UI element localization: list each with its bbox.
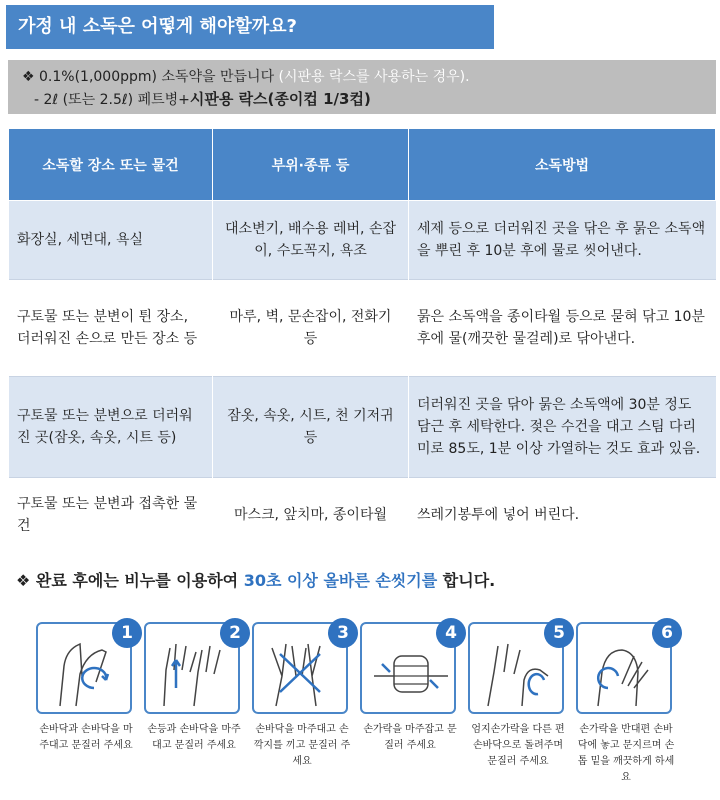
step-caption: 손바닥과 손바닥을 마주대고 문질러 주세요 (39, 724, 133, 751)
page-title: 가정 내 소독은 어떻게 해야할까요? (6, 5, 494, 49)
cell-place: 구토물 또는 분변이 튄 장소, 더러워진 손으로 만든 장소 등 (9, 279, 213, 376)
table-row (9, 201, 716, 280)
info-note-text: (시판용 락스를 사용하는 경우). (278, 69, 470, 85)
step-number-badge: 3 (328, 618, 358, 648)
cell-parts: 마루, 벽, 문손잡이, 전화기 등 (213, 279, 409, 376)
step-number-badge: 1 (112, 618, 142, 648)
step-number-badge: 2 (220, 618, 250, 648)
step-caption: 손등과 손바닥을 마주대고 문질러 주세요 (147, 724, 241, 751)
step-number-badge: 5 (544, 618, 574, 648)
table-header-row (9, 129, 716, 201)
handwash-note-post: 합니다. (437, 571, 496, 590)
interlaced-fingers-icon (262, 636, 342, 708)
bleach-info-box (8, 60, 716, 114)
step-illustration-frame (252, 622, 348, 714)
handwash-note (16, 568, 716, 591)
info-line-1 (22, 66, 702, 88)
fingers-interlocked-icon (370, 636, 450, 708)
bullet-marker: ❖ (22, 69, 35, 85)
info-line-2 (22, 88, 702, 111)
step-illustration-frame (360, 622, 456, 714)
handwash-steps (36, 622, 676, 798)
handwash-step-1 (36, 622, 140, 754)
fingertips-on-palm-icon (586, 636, 666, 708)
handwash-step-3 (252, 622, 356, 770)
table-row (9, 376, 716, 477)
handwash-note-highlight: 30초 이상 올바른 손씻기를 (243, 571, 438, 590)
handwash-step-4 (360, 622, 464, 754)
header-place: 소독할 장소 또는 물건 (9, 129, 213, 201)
handwash-step-5 (468, 622, 572, 770)
info-recipe-bold: 시판용 락스(종이컵 1/3컵) (189, 90, 371, 108)
palm-to-palm-icon (46, 636, 126, 708)
handwash-note-pre: 완료 후에는 비누를 이용하여 (35, 571, 244, 590)
cell-place: 구토물 또는 분변으로 더러워진 곳(잠옷, 속옷, 시트 등) (9, 376, 213, 477)
cell-method: 쓰레기봉투에 넣어 버린다. (409, 477, 716, 552)
cell-parts: 마스크, 앞치마, 종이타월 (213, 477, 409, 552)
bullet-marker: ❖ (16, 571, 31, 590)
header-parts: 부위·종류 등 (213, 129, 409, 201)
step-illustration-frame (36, 622, 132, 714)
info-main-text: 0.1%(1,000ppm) 소독약을 만듭니다 (39, 69, 275, 85)
cell-method: 세제 등으로 더러워진 곳을 닦은 후 묽은 소독액을 뿌린 후 10분 후에 물로 씻어낸다. (409, 201, 716, 280)
info-recipe-prefix: - 2ℓ (또는 2.5ℓ) 페트병+ (34, 92, 190, 108)
step-illustration-frame (468, 622, 564, 714)
step-illustration-frame (576, 622, 672, 714)
handwash-step-6 (576, 622, 680, 786)
cell-method: 더러워진 곳을 닦아 묽은 소독액에 30분 정도 담근 후 세탁한다. 젖은 수건을 대고 스팀 다리미로 85도, 1분 이상 가열하는 것도 효과 있음. (409, 376, 716, 477)
thumb-rotation-icon (478, 636, 558, 708)
table-row (9, 477, 716, 552)
cell-place: 구토물 또는 분변과 접촉한 물건 (9, 477, 213, 552)
table-row (9, 279, 716, 376)
cell-place: 화장실, 세면대, 욕실 (9, 201, 213, 280)
step-caption: 손바닥을 마주대고 손깍지를 끼고 문질러 주세요 (253, 724, 351, 767)
cell-parts: 잠옷, 속옷, 시트, 천 기저귀 등 (213, 376, 409, 477)
header-method: 소독방법 (409, 129, 716, 201)
cell-method: 묽은 소독액을 종이타월 등으로 묻혀 닦고 10분 후에 물(깨끗한 물걸레)로 닦아낸다. (409, 279, 716, 376)
handwash-step-2 (144, 622, 248, 754)
step-caption: 손가락을 반대편 손바닥에 놓고 문지르며 손톱 밑을 깨끗하게 하세요 (577, 724, 675, 783)
cell-parts: 대소변기, 배수용 레버, 손잡이, 수도꼭지, 욕조 (213, 201, 409, 280)
step-caption: 손가락을 마주잡고 문질러 주세요 (363, 724, 457, 751)
back-of-hand-icon (154, 636, 234, 708)
step-number-badge: 6 (652, 618, 682, 648)
step-illustration-frame (144, 622, 240, 714)
disinfection-table (8, 128, 716, 552)
step-number-badge: 4 (436, 618, 466, 648)
step-caption: 엄지손가락을 다른 편 손바닥으로 돌려주며 문질러 주세요 (471, 724, 565, 767)
